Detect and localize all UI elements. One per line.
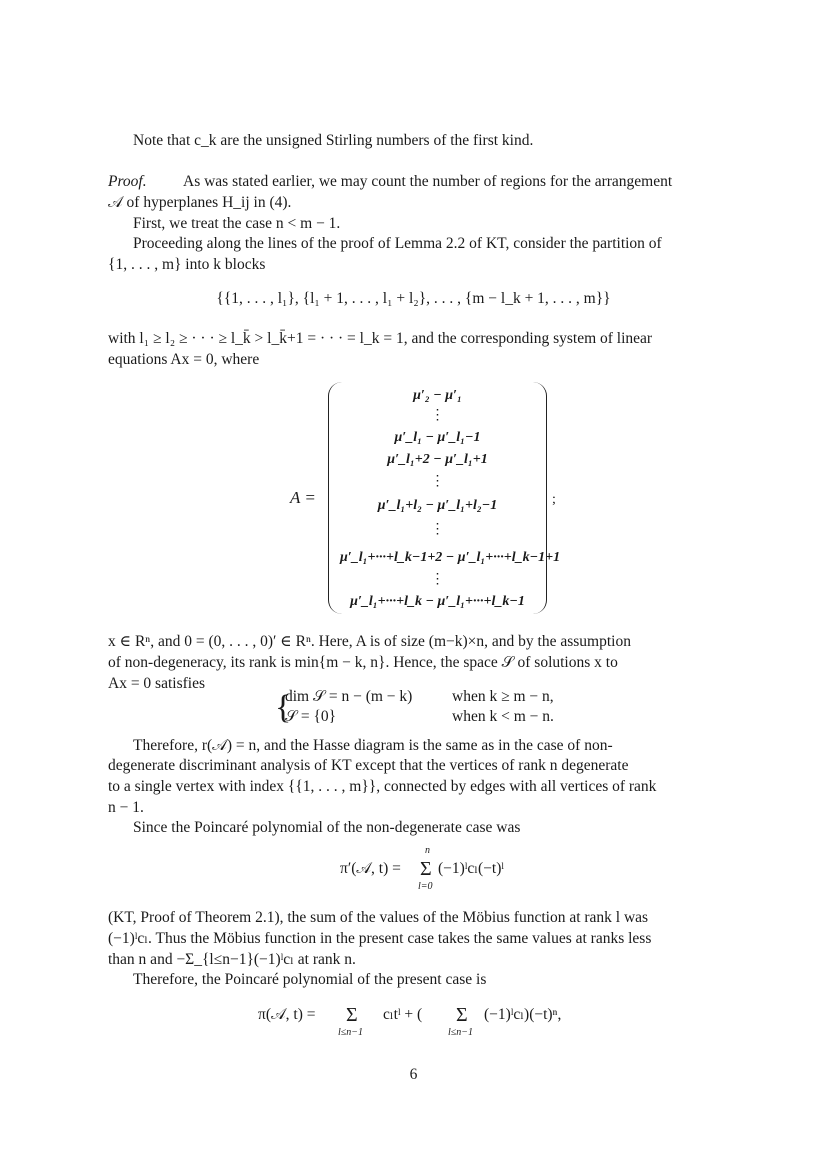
lemma-line-2: {1, . . . , m} into k blocks — [108, 256, 266, 273]
sum-icon: Σ — [456, 1004, 468, 1026]
proof-line-1: As was stated earlier, we may count the number of regions for the arrangement — [183, 173, 673, 190]
matrix-label: A = — [290, 488, 316, 507]
page-number: 6 — [409, 1066, 418, 1083]
poly1-sum-top: n — [425, 845, 430, 856]
with-line-2: equations Ax = 0, where — [108, 351, 260, 368]
matrix-right-paren — [532, 382, 547, 614]
cases-brace: { — [275, 689, 292, 726]
poly2-mid: cₗtˡ + ( — [383, 1006, 423, 1023]
sum-icon: Σ — [420, 858, 432, 880]
proof-label-text: Proof. — [108, 173, 147, 190]
matrix-row: μ′₂ − μ′₁ — [413, 388, 462, 403]
poly2-sum1-bottom: l≤n−1 — [338, 1027, 364, 1038]
cases-row-2: 𝒮 = {0} — [285, 708, 337, 725]
poly2-lhs: π(𝒜, t) = — [258, 1006, 316, 1023]
x-line-2: of non-degeneracy, its rank is min{m − k, n}. Hence, the space 𝒮 of solutions x to — [108, 654, 618, 671]
matrix-row-dots: ⋮ — [430, 408, 445, 423]
sum-icon: Σ — [346, 1004, 358, 1026]
cases-cond-1: when k ≥ m − n, — [452, 688, 554, 705]
kt-line-1: (KT, Proof of Theorem 2.1), the sum of the values of the Möbius function at rank l was — [108, 909, 649, 926]
proof-line-2: 𝒜 of hyperplanes H_ij in (4). — [108, 194, 292, 211]
matrix-A — [280, 380, 570, 620]
cases-row-1: dim 𝒮 = n − (m − k) — [285, 688, 413, 705]
therefore-line-1: Therefore, r(𝒜) = n, and the Hasse diagram is the same as in the case of non- — [133, 737, 613, 754]
matrix-trailing: ; — [552, 492, 556, 507]
matrix-row: μ′_l₁+2 − μ′_l₁+1 — [387, 452, 488, 467]
matrix-row: μ′_l₁+···+l_k−1+2 − μ′_l₁+···+l_k−1+1 — [340, 550, 561, 565]
case-line: First, we treat the case n < m − 1. — [133, 215, 341, 232]
note-line: Note that c_k are the unsigned Stirling numbers of the first kind. — [133, 132, 534, 149]
x-line-3: Ax = 0 satisfies — [108, 675, 205, 692]
matrix-row: μ′_l₁+···+l_k − μ′_l₁+···+l_k−1 — [350, 594, 525, 609]
with-line-1: with l₁ ≥ l₂ ≥ · · · ≥ l_k̄ > l_k̄+1 = · · · = l_k = 1, and the corresponding system of linear — [108, 330, 653, 347]
therefore-2-line: Therefore, the Poincaré polynomial of the present case is — [133, 971, 487, 988]
matrix-row-dots: ⋮ — [430, 522, 445, 537]
cases-cond-2: when k < m − n. — [452, 708, 554, 725]
poincare-formula-1 — [340, 845, 540, 895]
therefore-line-2: degenerate discriminant analysis of KT except that the vertices of rank n degenerate — [108, 757, 629, 774]
poly1-sum-bottom: l=0 — [418, 881, 433, 892]
poly2-rhs: (−1)ˡcₗ)(−t)ⁿ, — [484, 1006, 562, 1023]
cases-block — [275, 688, 605, 728]
poincare-formula-2 — [258, 997, 618, 1043]
poly1-rhs: (−1)ˡcₗ(−t)ˡ — [438, 860, 504, 877]
therefore-line-3: to a single vertex with index {{1, . . . , m}}, connected by edges with all vertices of rank — [108, 778, 657, 795]
x-line-1: x ∈ Rⁿ, and 0 = (0, . . . , 0)′ ∈ Rⁿ. Here, A is of size (m−k)×n, and by the assumption — [108, 633, 631, 650]
lemma-line-1: Proceeding along the lines of the proof of Lemma 2.2 of KT, consider the partition of — [133, 235, 662, 252]
matrix-row-dots: ⋮ — [430, 474, 445, 489]
poly1-lhs: π′(𝒜, t) = — [340, 860, 401, 877]
matrix-row: μ′_l₁+l₂ − μ′_l₁+l₂−1 — [377, 498, 498, 513]
kt-line-2: (−1)ˡcₗ. Thus the Möbius function in the present case takes the same values at ranks less — [108, 930, 652, 947]
partition-formula: {{1, . . . , l₁}, {l₁ + 1, . . . , l₁ + l₂}, . . . , {m − l_k + 1, . . . , m}} — [216, 290, 611, 307]
matrix-row-dots: ⋮ — [430, 572, 445, 587]
matrix-row: μ′_l₁ − μ′_l₁−1 — [394, 430, 481, 445]
poly2-sum2-bottom: l≤n−1 — [448, 1027, 474, 1038]
since-line: Since the Poincaré polynomial of the non-degenerate case was — [133, 819, 521, 836]
kt-line-3: than n and −Σ_{l≤n−1}(−1)ˡcₗ at rank n. — [108, 951, 356, 968]
therefore-line-4: n − 1. — [108, 799, 144, 816]
proof-label — [108, 172, 147, 192]
